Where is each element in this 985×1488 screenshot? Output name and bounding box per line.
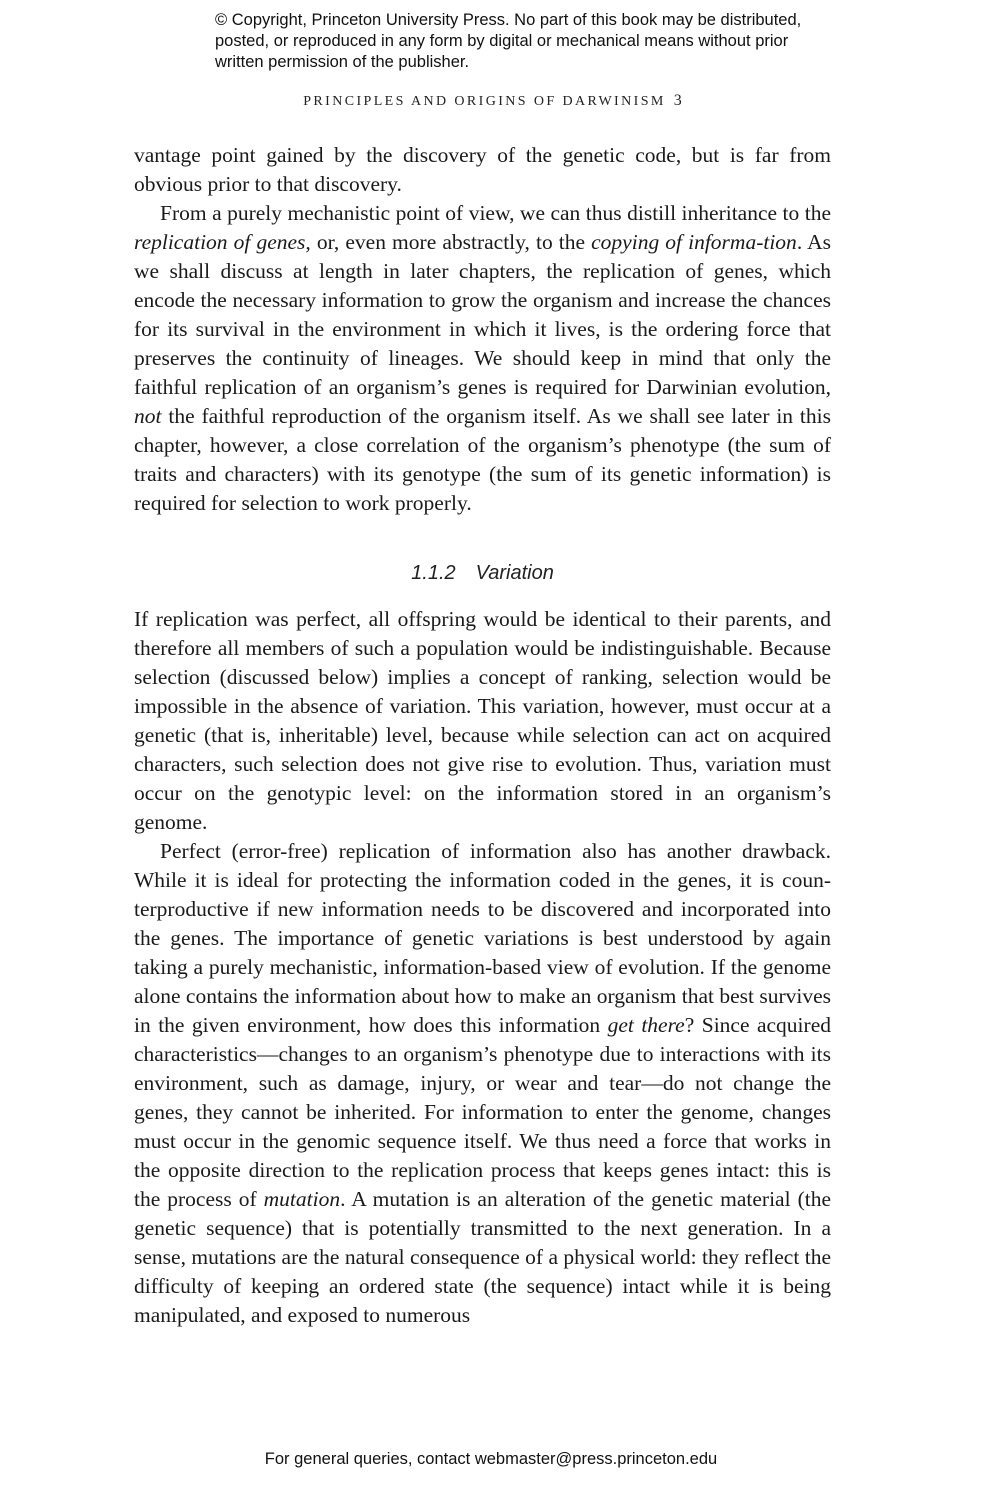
italic-term: replication of genes,: [134, 230, 311, 254]
footer-contact: For general queries, contact webmaster@press.princeton.edu: [264, 1450, 718, 1468]
text-run: Perfect (error-free) replication of information also has another drawback. While it is ideal for protecting the information coded in the genes, it is coun-terproductive if new information needs to be discovered and incorporated into the genes. The importance of genetic variations is best understood by again taking a purely mechanistic, information-based view of evolution. If the genome alone contains the information about how to make an organism that best survives in the given environment, how does this information: [134, 839, 832, 1037]
page-number: 3: [673, 92, 682, 109]
section-number: 1.1.2: [411, 562, 456, 584]
text-run: or, even more abstractly, to the: [310, 230, 592, 254]
italic-term: copying of informa-tion: [591, 230, 797, 254]
text-block-inheritance: [134, 141, 831, 518]
running-head: [0, 92, 985, 110]
text-block-variation: [134, 605, 831, 1330]
text-run: ? Since acquired characteristics—changes to an organism’s phenotype due to interactions with its environment, such as damage, injury, or wear and tear—do not change the genes, they cannot be inherited. For information to enter the genome, changes must occur in the genomic sequence itself. We thus need a force that works in the opposite direction to the replication process that keeps genes intact: this is the process of: [134, 1013, 831, 1211]
section-heading: [0, 562, 965, 585]
text-run: . A mutation is an alteration of the genetic material (the genetic sequence) that is potentially transmitted to the next generation. In a sense, mutations are the natural consequence of a physical world: they reflect the difficulty of keeping an ordered state (the sequence) intact while it is being manipulated, and exposed to numerous: [134, 1187, 831, 1327]
italic-term: get there: [607, 1013, 685, 1037]
section-title: Variation: [475, 562, 554, 584]
text-run: From a purely mechanistic point of view, we can thus distill inheritance to the: [160, 201, 831, 225]
paragraph-variation: If replication was perfect, all offspring would be identical to their parents, and therefore all members of such a population would be indistinguishable. Because selection (discussed below) implies a concept of ranking, selection would be impossible in the absence of variation. This variation, however, must occur at a genetic (that is, inheritable) level, because while selection can act on acquired characters, such selection does not give rise to evolution. Thus, variation must occur on the genotypic level: on the information stored in an organism’s genome.: [134, 607, 831, 834]
text-run: . As we shall discuss at length in later chapters, the replication of genes, which encode the necessary information to grow the organism and increase the chances for its survival in the environment in which it lives, is the ordering force that preserves the continuity of lineages. We should keep in mind that only the faithful replication of an organism’s genes is required for Darwinian evolution,: [134, 230, 831, 399]
paragraph-mutation: [134, 837, 831, 1330]
copyright-notice: © Copyright, Princeton University Press. No part of this book may be distributed, posted, or reproduced in any form by digital or mechanical means without prior written permission of the publisher.: [215, 11, 802, 71]
paragraph-continuation: vantage point gained by the discovery of the genetic code, but is far from obvious prior to that discovery.: [134, 143, 831, 196]
italic-term: not: [134, 404, 162, 428]
italic-term: mutation: [263, 1187, 341, 1211]
running-head-title: PRINCIPLES AND ORIGINS OF DARWINISM: [303, 94, 666, 109]
text-run: the faithful reproduction of the organism itself. As we shall see later in this chapter, however, a close correlation of the organism’s phenotype (the sum of traits and characters) with its genotype (the sum of its genetic information) is required for selection to work properly.: [134, 404, 831, 515]
paragraph-replication: [134, 199, 831, 518]
